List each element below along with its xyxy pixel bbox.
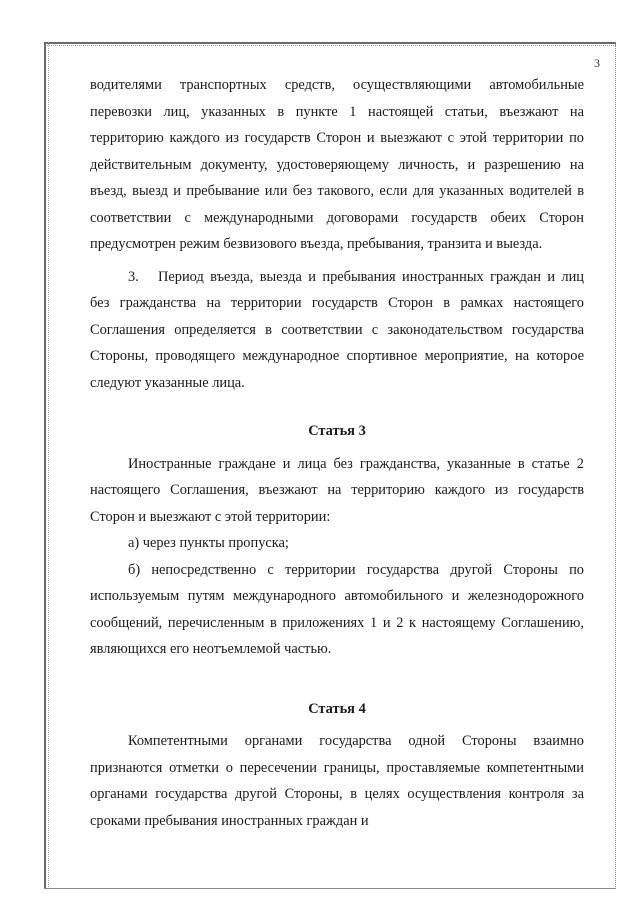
page-number: 3 [594,56,600,70]
article-3-heading: Статья 3 [308,423,366,439]
scan-border-top [44,42,616,44]
paragraph-continuation: водителями транспортных средств, осуществляющими автомобильные перевозки лиц, указанных в пункте 1 настоящей статьи, въезжают на территорию каждого из государств Сторон и выезжают с этой территории по действительным документу, удостоверяющему личность, и разрешению на въезд, выезд и пребывание или без такового, если для указанных водителей в соответствии с международными договорами государств обеих Сторон предусмотрен режим безвизового въезда, пребывания, транзита и выезда. [90,77,584,252]
article-3-item-a: а) через пункты пропуска; [128,535,289,551]
scan-border-bottom [44,888,616,889]
scan-border-right [615,42,616,889]
scan-border-left-inner [48,42,49,889]
paragraph-3-text: Период въезда, выезда и пребывания иностранных граждан и лиц без гражданства на территории государств Сторон в рамках настоящего Соглашения определяется в соответствии с законодательством государства Стороны, проводящего международное спортивное мероприятие, на которое следуют указанные лица. [90,268,584,391]
article-4-heading: Статья 4 [308,700,366,717]
scan-border-top-inner [44,45,616,46]
article-4-text: Компетентными органами государства одной Стороны взаимно признаются отметки о пересечении границы, проставляемые компетентными органами государства другой Стороны, в целях осуществления контроля за сроками пребывания иностранных граждан и [90,733,584,829]
document-body [90,72,584,834]
article-3-item-b: б) непосредственно с территории государства другой Стороны по используемым путям международного автомобильного и железнодорожного сообщений, перечисленным в приложениях 1 и 2 к настоящему Соглашению, являющихся его неотъемлемой частью. [90,561,584,657]
article-3-intro: Иностранные граждане и лица без гражданства, указанные в статье 2 настоящего Соглашения, въезжают на территорию каждого из государств Сторон и выезжают с этой территории: [90,455,584,525]
paragraph-3-number: 3. [128,268,139,285]
paragraph-3 [90,264,584,397]
scan-border-left [44,42,46,889]
